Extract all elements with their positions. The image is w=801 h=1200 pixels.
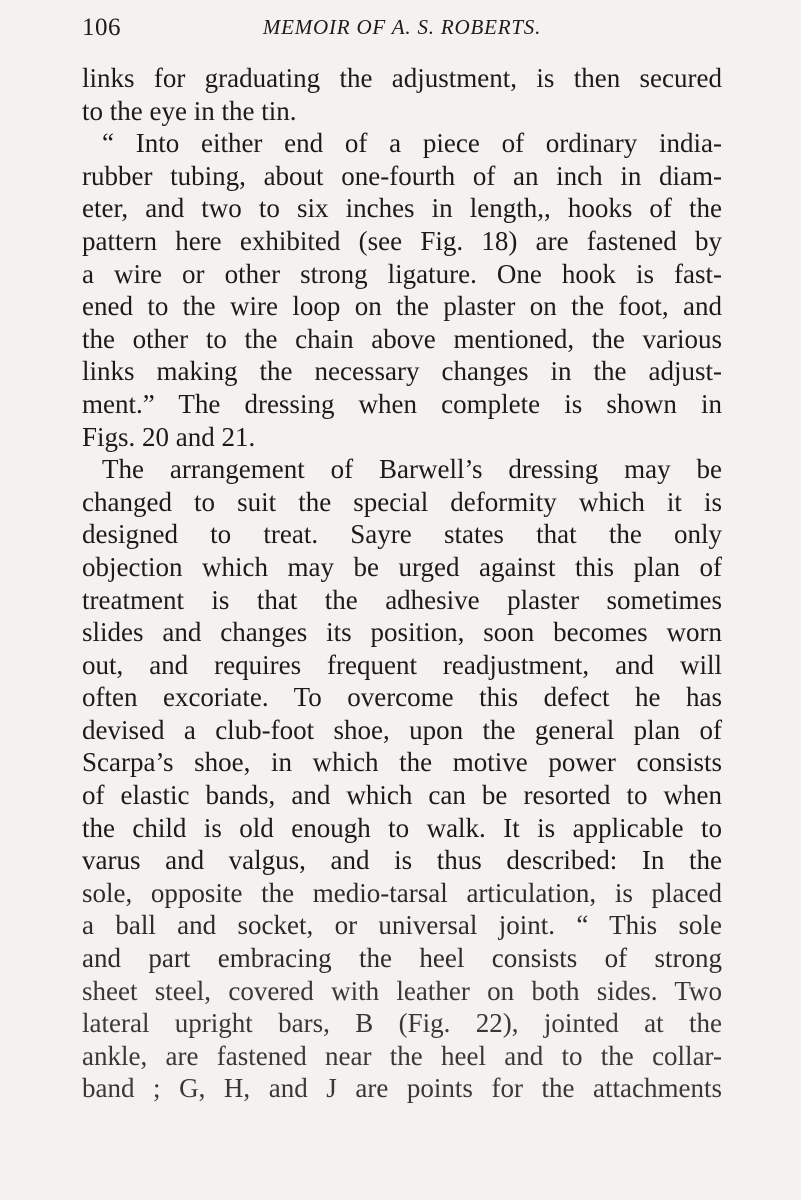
text-line: ankle, are fastened near the heel and to the collar- xyxy=(82,1040,722,1071)
running-title: MEMOIR OF A. S. ROBERTS. xyxy=(262,15,542,39)
text-line: lateral upright bars, B (Fig. 22), jointed at the xyxy=(82,1008,722,1039)
page-header xyxy=(82,14,722,54)
text-line: “ Into either end of a piece of ordinary india- xyxy=(102,128,722,159)
text-line: sole, opposite the medio-tarsal articulation, is placed xyxy=(82,877,722,908)
text-line: treatment is that the adhesive plaster sometimes xyxy=(82,584,722,615)
body-text xyxy=(82,62,722,1105)
text-line: links for graduating the adjustment, is then secured xyxy=(82,63,722,93)
text-line: ened to the wire loop on the plaster on the foot, and xyxy=(82,291,722,322)
text-line: rubber tubing, about one-fourth of an inch in diam- xyxy=(82,160,722,191)
text-line: slides and changes its position, soon becomes worn xyxy=(82,617,722,648)
text-line: Figs. 20 and 21. xyxy=(82,421,256,452)
text-line: sheet steel, covered with leather on both sides. Two xyxy=(82,975,722,1006)
text-line: a ball and socket, or universal joint. “ This sole xyxy=(82,910,722,941)
text-line: varus and valgus, and is thus described: In the xyxy=(82,845,722,876)
text-line: a wire or other strong ligature. One hook is fast- xyxy=(82,258,722,289)
text-line: The arrangement of Barwell’s dressing may be xyxy=(102,454,722,485)
text-line: the other to the chain above mentioned, the various xyxy=(82,323,722,354)
text-line: to the eye in the tin. xyxy=(82,95,297,126)
text-line: out, and requires frequent readjustment, and will xyxy=(82,649,722,680)
text-line: devised a club-foot shoe, upon the general plan of xyxy=(82,714,722,745)
text-line: designed to treat. Sayre states that the only xyxy=(82,519,722,550)
text-line: pattern here exhibited (see Fig. 18) are fastened by xyxy=(82,225,722,256)
text-line: of elastic bands, and which can be resorted to when xyxy=(82,780,722,811)
text-line: band ; G, H, and J are points for the attachments xyxy=(82,1073,722,1104)
text-line: Scarpa’s shoe, in which the motive power consists xyxy=(82,747,722,778)
text-line: the child is old enough to walk. It is applicable to xyxy=(82,812,722,843)
text-line: objection which may be urged against this plan of xyxy=(82,551,722,582)
text-line: changed to suit the special deformity which it is xyxy=(82,486,722,517)
text-line: eter, and two to six inches in length,, hooks of the xyxy=(82,193,722,224)
text-line: often excoriate. To overcome this defect he has xyxy=(82,682,722,713)
text-line: links making the necessary changes in the adjust- xyxy=(82,356,722,387)
page-number: 106 xyxy=(82,14,121,41)
text-line: ment.” The dressing when complete is shown in xyxy=(82,388,722,419)
text-line: and part embracing the heel consists of strong xyxy=(82,943,722,974)
